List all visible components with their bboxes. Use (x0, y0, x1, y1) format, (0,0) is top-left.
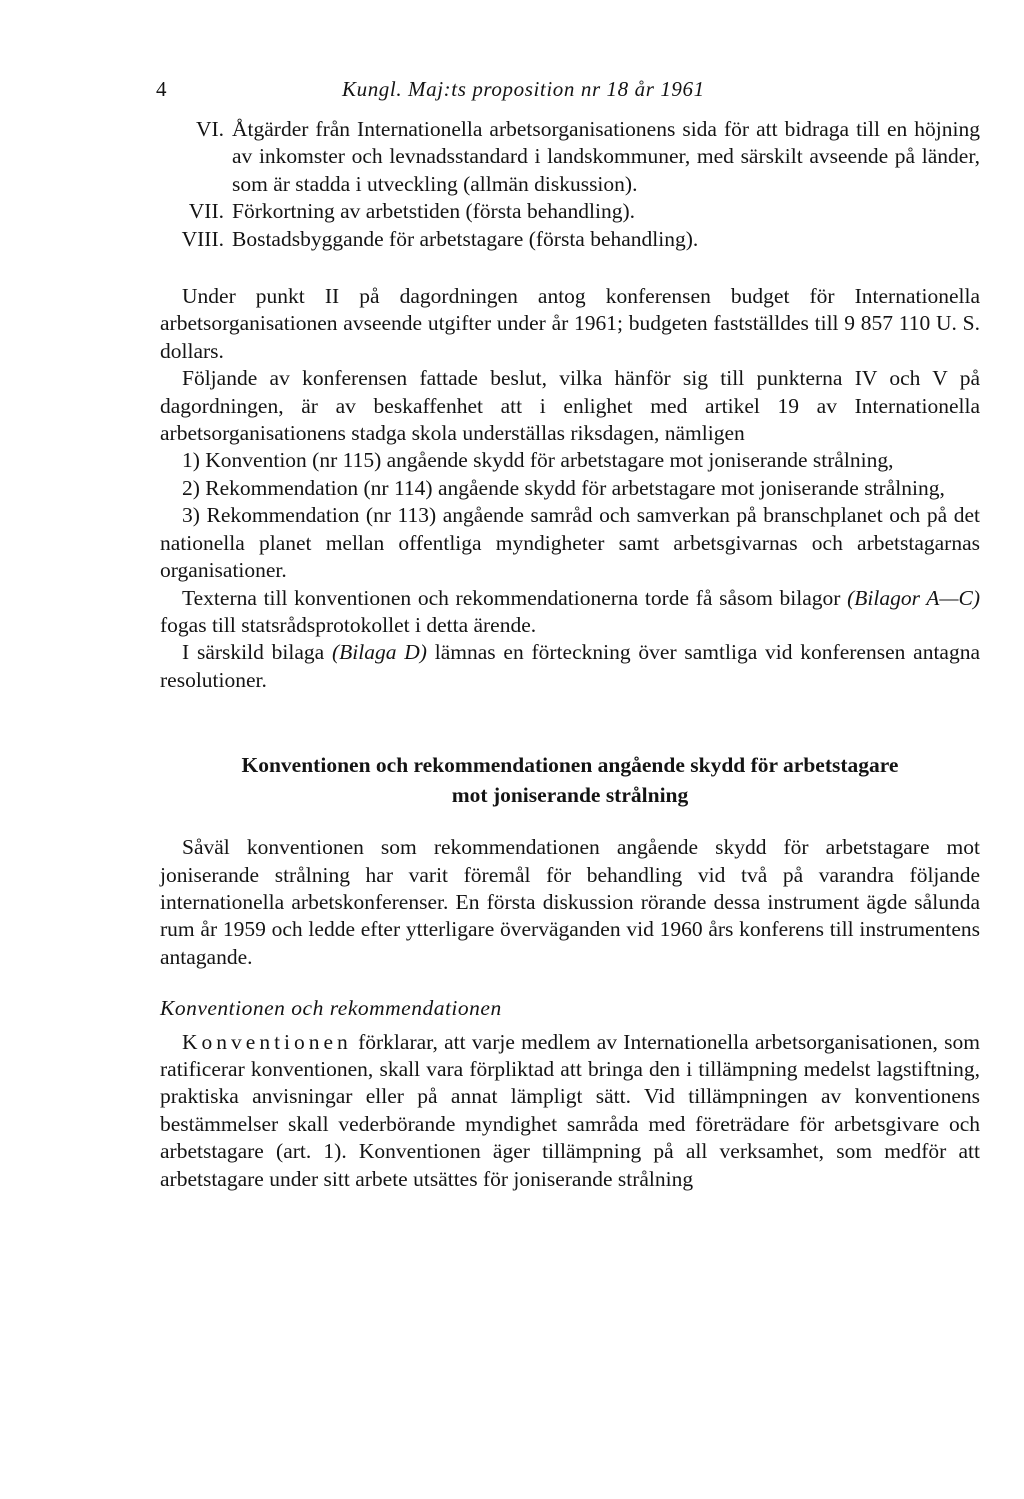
section-heading-line-1: Konventionen och rekommendationen angående skydd för arbetstagare (241, 753, 899, 778)
agenda-item (160, 116, 980, 198)
appendix-text-pre: Texterna till konventionen och rekommendationerna torde få såsom bilagor (182, 585, 841, 610)
appendix-paragraph (160, 585, 980, 640)
decision-item-2: 2) Rekommendation (nr 114) angående skydd för arbetstagare mot joniserande strålning, (182, 475, 945, 500)
subheading: Konventionen och rekommendationen (160, 996, 502, 1021)
budget-paragraph: Under punkt II på dagordningen antog konferensen budget för Internationella arbetsorganisationen avseende utgifter under år 1961; budgeten fastställdes till 9 857 110 U. S. dollars. (160, 284, 980, 363)
section-heading (160, 750, 980, 810)
agenda-item (160, 198, 980, 225)
agenda-item-number: VIII. (181, 226, 224, 251)
appendix-text-post: fogas till statsrådsprotokollet i detta ärende. (160, 612, 537, 637)
page-number: 4 (156, 77, 167, 101)
resolutions-text-pre: I särskild bilaga (182, 640, 325, 665)
agenda-item-text: Bostadsbyggande för arbetstagare (första behandling). (232, 226, 699, 251)
section-intro-paragraph: Såväl konventionen som rekommendationen angående skydd för arbetstagare mot joniserande strålning har varit föremål för behandling vid två på varandra följande internationella arbetskonferenser. En första diskussion rörande dessa instrument ägde sålunda rum år 1959 och ledde efter ytterligare överväganden vid 1960 års konferens till instrumentens antagande. (160, 835, 980, 969)
agenda-item-number: VII. (188, 199, 224, 224)
running-title: Kungl. Maj:ts proposition nr 18 år 1961 (342, 77, 705, 101)
convention-text: förklarar, att varje medlem av Internationella arbetsorganisationen, som ratificerar konventionen, skall vara förpliktad att bringa den i tillämpning medelst lagstiftning, praktiska anvisningar eller på annat lämpligt sätt. Vid tillämpningen av konventionens bestämmelser skall vederbörande myndighet samråda med företrädare för arbetsgivare och arbetstagare (art. 1). Konventionen äger tillämpning på all verksamhet, som medför att arbetstagare under sitt arbete utsättes för joniserande strålning (160, 1029, 980, 1191)
resolutions-paragraph (160, 639, 980, 694)
resolutions-text-post: lämnas en förteckning över samtliga vid konferensen antagna resolutioner. (160, 640, 981, 692)
decisions-paragraph: Följande av konferensen fattade beslut, vilka hänför sig till punkterna IV och V på dagordningen, är av beskaffenhet att i enlighet med artikel 19 av Internationella arbetsorganisationens stadga skola underställas riksdagen, nämligen (160, 366, 980, 446)
agenda-item (160, 226, 980, 253)
convention-spaced-word: Konventionen (182, 1029, 352, 1054)
page-header (156, 76, 980, 116)
appendix-reference: (Bilagor A—C) (847, 585, 980, 610)
document-page (156, 76, 981, 1193)
agenda-item-text: Förkortning av arbetstiden (första behandling). (232, 199, 636, 224)
resolutions-reference: (Bilaga D) (331, 640, 427, 665)
agenda-list (160, 116, 980, 253)
decision-item-1: 1) Konvention (nr 115) angående skydd för arbetstagare mot joniserande strålning, (182, 448, 894, 473)
convention-paragraph (160, 1029, 980, 1193)
agenda-item-text: Åtgärder från Internationella arbetsorganisationens sida för att bidraga till en höjning av inkomster och levnadsstandard i landskommuner, med särskilt avseende på länder, som är stadda i utveckling (allmän diskussion). (232, 117, 980, 196)
decision-item-3: 3) Rekommendation (nr 113) angående samråd och samverkan på branschplanet och på det nationella planet mellan offentliga myndigheter samt arbetsgivarnas och arbetstagarnas organisationer. (160, 503, 980, 583)
agenda-item-number: VI. (195, 117, 224, 141)
section-heading-line-2: mot joniserande strålning (451, 783, 689, 808)
